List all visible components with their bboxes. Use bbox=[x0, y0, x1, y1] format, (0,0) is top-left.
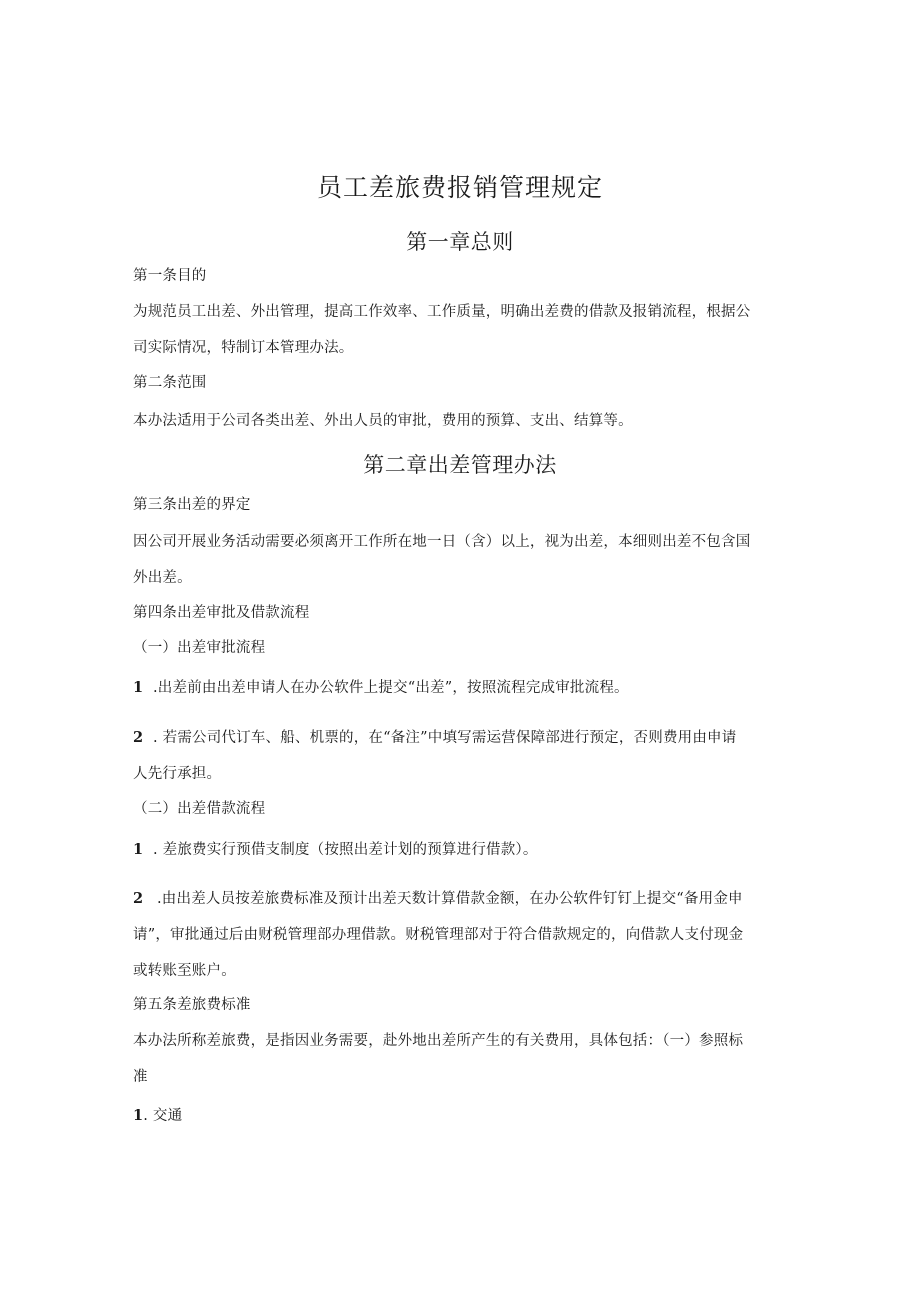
article-3-line-1: 因公司开展业务活动需要必须离开工作所在地一日（含）以上，视为出差，本细则出差不包含国 bbox=[133, 534, 751, 550]
section-1-title: （一）出差审批流程 bbox=[133, 640, 266, 656]
item-number: 1 bbox=[133, 1107, 144, 1124]
article-3-title: 第三条出差的界定 bbox=[133, 497, 251, 513]
article-5-line-1: 本办法所称差旅费，是指因业务需要，赴外地出差所产生的有关费用，具体包括：（一）参照标 bbox=[133, 1033, 744, 1049]
section-2-title: （二）出差借款流程 bbox=[133, 801, 266, 817]
article-5-item-1 bbox=[133, 1106, 182, 1126]
article-5-line-2: 准 bbox=[133, 1069, 148, 1085]
article-2-title: 第二条范围 bbox=[133, 375, 207, 391]
article-2-line-1: 本办法适用于公司各类出差、外出人员的审批，费用的预算、支出、结算等。 bbox=[133, 413, 633, 429]
item-number: 2 bbox=[133, 729, 144, 746]
item-text: . 差旅费实行预借支制度（按照出差计划的预算进行借款）。 bbox=[153, 842, 538, 858]
section-2-item-2-line-1 bbox=[133, 889, 743, 909]
section-1-item-1 bbox=[133, 678, 629, 698]
section-1-item-2-line-1 bbox=[133, 728, 736, 748]
chapter-2-heading: 第二章出差管理办法 bbox=[363, 453, 557, 477]
document-title: 员工差旅费报销管理规定 bbox=[316, 173, 603, 202]
item-text: .由出差人员按差旅费标准及预计出差天数计算借款金额，在办公软件钉钉上提交“备用金申 bbox=[157, 891, 743, 907]
item-number: 1 bbox=[133, 679, 144, 696]
section-2-item-1 bbox=[133, 840, 538, 860]
article-1-title: 第一条目的 bbox=[133, 268, 207, 284]
item-number: 1 bbox=[133, 841, 144, 858]
section-1-item-2-line-2: 人先行承担。 bbox=[133, 766, 222, 782]
article-5-title: 第五条差旅费标准 bbox=[133, 997, 251, 1013]
section-2-item-2-line-3: 或转账至账户。 bbox=[133, 963, 236, 979]
item-text: . 若需公司代订车、船、机票的，在“备注”中填写需运营保障部进行预定，否则费用由申请 bbox=[153, 730, 737, 746]
article-1-line-2: 司实际情况，特制订本管理办法。 bbox=[133, 340, 354, 356]
article-1-line-1: 为规范员工出差、外出管理，提高工作效率、工作质量，明确出差费的借款及报销流程，根据公 bbox=[133, 304, 751, 320]
item-number: 2 bbox=[133, 890, 144, 907]
chapter-1-heading: 第一章总则 bbox=[406, 230, 514, 254]
item-text: . 交通 bbox=[143, 1108, 183, 1124]
item-text: .出差前由出差申请人在办公软件上提交“出差”，按照流程完成审批流程。 bbox=[153, 680, 629, 696]
article-4-title: 第四条出差审批及借款流程 bbox=[133, 605, 310, 621]
section-2-item-2-line-2: 请”，审批通过后由财税管理部办理借款。财税管理部对于符合借款规定的，向借款人支付现金 bbox=[133, 927, 744, 943]
article-3-line-2: 外出差。 bbox=[133, 570, 192, 586]
